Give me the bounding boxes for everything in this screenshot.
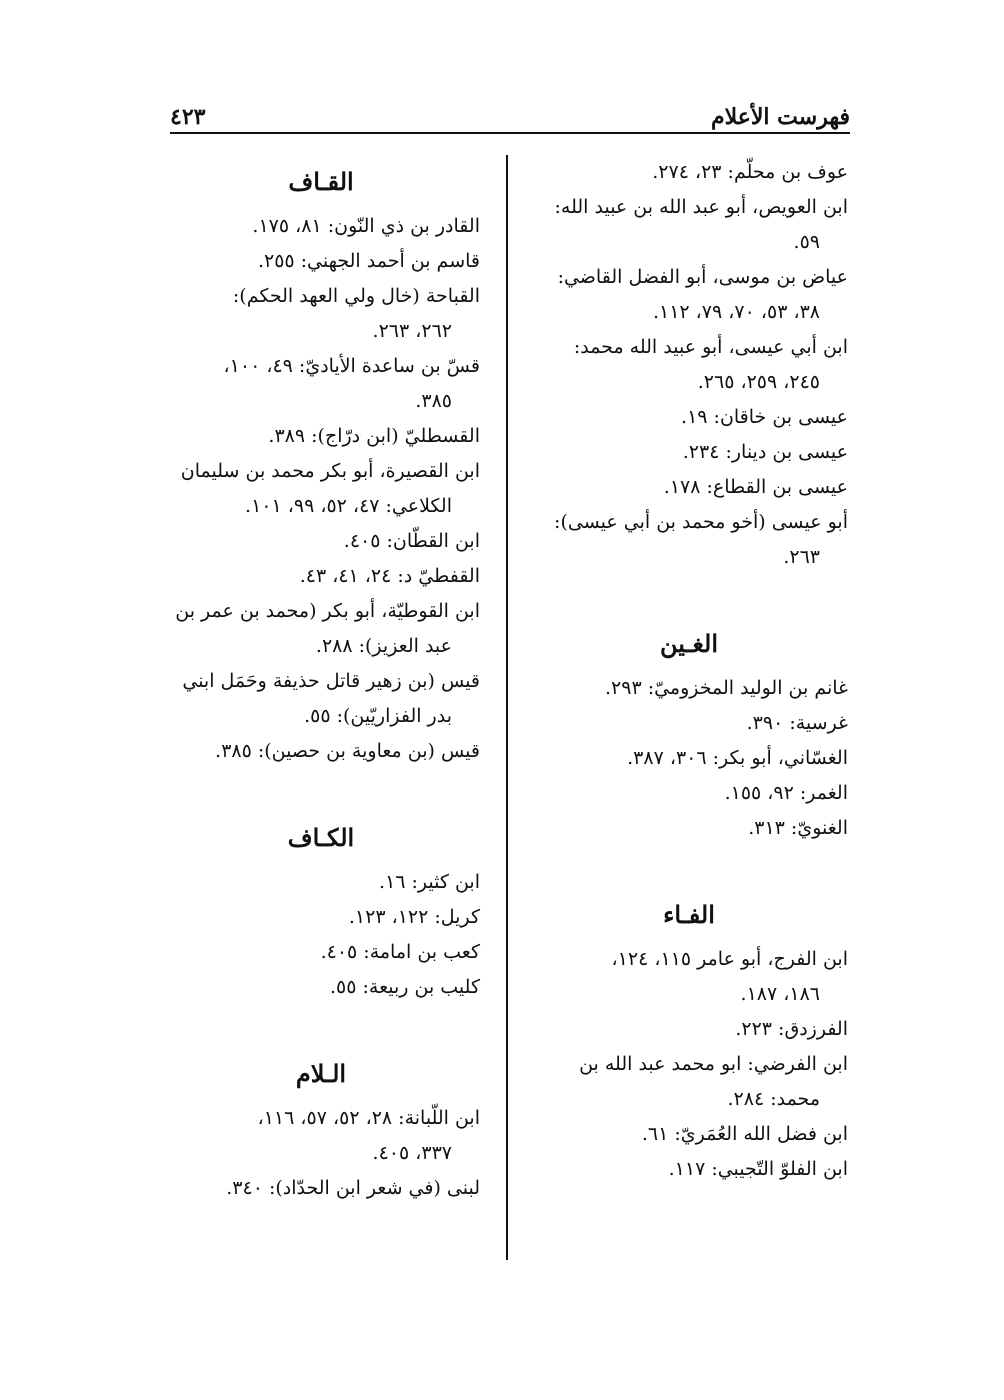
index-entry: كريل: ١٢٢، ١٢٣. (348, 906, 480, 928)
index-entry: عيسى بن دينار: ٢٣٤. (682, 441, 848, 463)
index-entry: قسّ بن ساعدة الأياديّ: ٤٩، ١٠٠، ٣٨٥. (223, 355, 480, 412)
header-rule (170, 132, 850, 134)
index-entry: غرسية: ٣٩٠. (746, 712, 848, 734)
index-entry: عيسى بن القطاع: ١٧٨. (663, 476, 848, 498)
section-heading-lam: الـلام (295, 1059, 347, 1088)
index-entry: عوف بن محلّم: ٢٣، ٢٧٤. (652, 161, 848, 183)
left-column (162, 155, 480, 1206)
index-entry: ابن كثير: ١٦. (379, 871, 480, 893)
right-column (530, 155, 848, 1187)
index-entry: القسطليّ (ابن درّاج): ٣٨٩. (268, 425, 480, 447)
index-entry: القادر بن ذي النّون: ٨١، ١٧٥. (252, 215, 480, 237)
section-heading-qaf: القـاف (288, 167, 354, 196)
section-heading-ghain: الغـين (659, 629, 719, 658)
index-entry: عيسى بن خاقان: ١٩. (681, 406, 848, 428)
column-divider (506, 155, 508, 1260)
index-entry: ابن القصيرة، أبو بكر محمد بن سليمان الكلاعي: ٤٧، ٥٢، ٩٩، ١٠١. (180, 460, 480, 517)
index-entry: أبو عيسى (أخو محمد بن أبي عيسى): ٢٦٣. (554, 511, 848, 568)
running-head (170, 90, 850, 130)
index-entry: قيس (بن زهير قاتل حذيفة وحَمَل ابني بدر الفزاريّين): ٥٥. (182, 670, 480, 727)
index-entry: الغمر: ٩٢، ١٥٥. (724, 782, 848, 804)
index-entry: ابن الفرضي: ابو محمد عبد الله بن محمد: ٢٨٤. (579, 1053, 848, 1110)
page-title: فهرست الأعلام (710, 104, 850, 130)
index-entry: ابن أبي عيسى، أبو عبيد الله محمد: ٢٤٥، ٢٥٩، ٢٦٥. (573, 336, 848, 393)
index-entry: ابن العويص، أبو عبد الله بن عبيد الله: ٥٩. (554, 196, 848, 253)
index-entry: كليب بن ربيعة: ٥٥. (329, 976, 480, 998)
index-entry: كعب بن امامة: ٤٠٥. (320, 941, 480, 963)
index-entry: غانم بن الوليد المخزوميّ: ٢٩٣. (604, 677, 848, 699)
index-entry: لبنى (في شعر ابن الحدّاد): ٣٤٠. (226, 1177, 480, 1199)
index-entry: ابن القوطيّة، أبو بكر (محمد بن عمر بن عبد العزيز): ٢٨٨. (175, 600, 480, 657)
index-entry: القفطيّ د: ٢٤، ٤١، ٤٣. (299, 565, 480, 587)
section-heading-kaf: الكـاف (287, 823, 355, 852)
index-entry: الفرزدق: ٢٢٣. (735, 1018, 848, 1040)
index-entry: ابن القطّان: ٤٠٥. (343, 530, 480, 552)
index-entry: عياض بن موسى، أبو الفضل القاضي: ٣٨، ٥٣، ٧٠، ٧٩، ١١٢. (557, 266, 848, 323)
index-entry: ابن الفرج، أبو عامر ١١٥، ١٢٤، ١٨٦، ١٨٧. (611, 948, 848, 1005)
index-entry: الغنويّ: ٣١٣. (748, 817, 848, 839)
index-entry: قاسم بن أحمد الجهني: ٢٥٥. (257, 250, 480, 272)
index-entry: ابن فضل الله العُمَريّ: ٦١. (641, 1123, 848, 1145)
index-entry: الغسّاني، أبو بكر: ٣٠٦، ٣٨٧. (627, 747, 848, 769)
section-heading-fa: الفـاء (663, 900, 715, 929)
index-entry: ابن اللّبانة: ٢٨، ٥٢، ٥٧، ١١٦، ٣٣٧، ٤٠٥. (257, 1107, 480, 1164)
index-entry: القباحة (خال ولي العهد الحكم): ٢٦٢، ٢٦٣. (232, 285, 480, 342)
index-entry: ابن الفلوّ التّجيبي: ١١٧. (668, 1158, 848, 1180)
page-number: ٤٢٣ (170, 104, 206, 130)
index-entry: قيس (بن معاوية بن حصين): ٣٨٥. (215, 740, 480, 762)
